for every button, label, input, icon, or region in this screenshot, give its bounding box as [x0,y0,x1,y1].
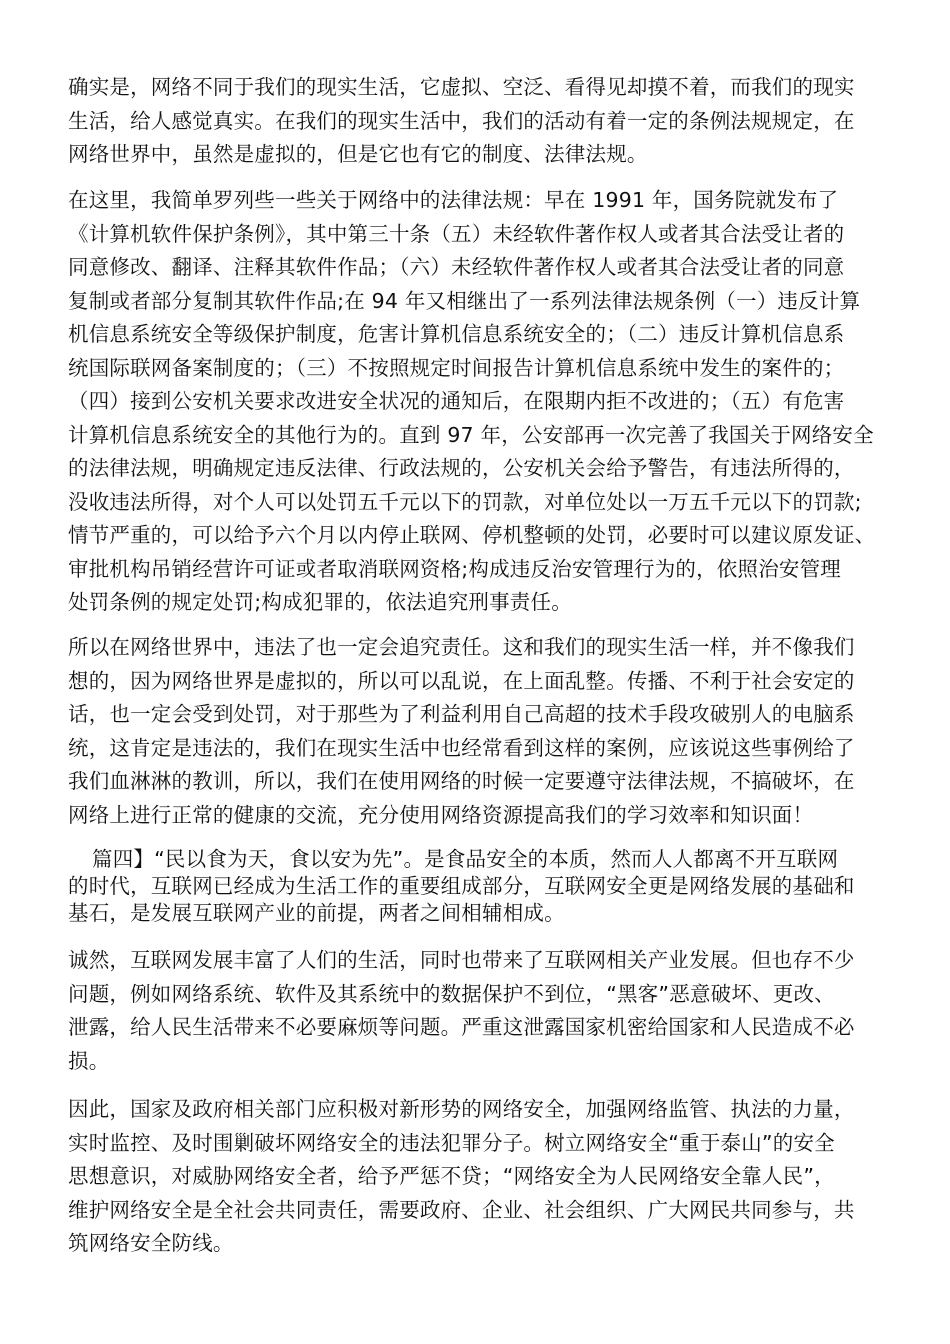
text-line: 基石，是发展互联网产业的前提，两者之间相辅相成。 [68,901,565,925]
text-line: 《计算机软件保护条例》，其中第三十条（五）未经软件著作权人或者其合法受让者的 [68,221,845,246]
text-line: 实时监控、及时围剿破坏网络安全的违法犯罪分子。树立网络安全“重于泰山”的安全 [68,1130,835,1155]
text-line: 同意修改、翻译、注释其软件作品；（六）未经软件著作权人或者其合法受让者的同意 [68,255,845,279]
text-line: 篇四】“民以食为天，食以安为先”。是食品安全的本质，然而人人都离不开互联网 [92,847,839,871]
text-line: 我们血淋淋的教训，所以，我们在使用网络的时候一定要遵守法律法规，不搞破坏，在 [68,769,855,793]
text-line: 确实是，网络不同于我们的现实生活，它虚拟、空泛、看得见却摸不着，而我们的现实 [68,75,855,99]
text-line: 的时代，互联网已经成为生活工作的重要组成部分，互联网安全更是网络发展的基础和 [68,874,855,898]
paragraph-5 [68,944,898,1078]
text-line: 处罚条例的规定处罚;构成犯罪的，依法追究刑事责任。 [68,590,572,614]
text-line: 话，也一定会受到处罚，对于那些为了利益利用自己高超的技术手段攻破别人的电脑系 [68,702,855,726]
paragraph-2 [68,184,898,620]
text-line: 机信息系统安全等级保护制度，危害计算机信息系统安全的；（二）违反计算机信息系 [68,322,845,346]
text-line: 想的，因为网络世界是虚拟的，所以可以乱说，在上面乱整。传播、不利于社会安定的 [68,668,855,693]
text-line: 思想意识，对威胁网络安全者，给予严惩不贷；“网络安全为人民网络安全靠人民”， [68,1164,835,1188]
paragraph-1 [68,71,898,172]
text-line: 筑网络安全防线。 [68,1231,234,1255]
paragraph-4 [68,846,898,927]
paragraph-3 [68,631,898,832]
text-line: 复制或者部分复制其软件作品;在 94 年又相继出了一系列法律法规条例（一）违反计算 [68,288,861,313]
text-line: 损。 [68,1048,110,1073]
text-line: 审批机构吊销经营许可证或者取消联网资格;构成违反治安管理行为的，依照治安管理 [68,556,842,581]
text-line: 泄露，给人民生活带来不必要麻烦等问题。严重这泄露国家机密给国家和人民造成不必 [68,1015,855,1039]
text-line: 情节严重的，可以给予六个月以内停止联网、停机整顿的处罚，必要时可以建议原发证、 [68,523,876,547]
text-line: 计算机信息系统安全的其他行为的。直到 97 年，公安部再一次完善了我国关于网络安全 [68,422,874,447]
paragraph-6 [68,1093,898,1261]
text-line: 诚然，互联网发展丰富了人们的生活，同时也带来了互联网相关产业发展。但也存不少 [68,948,855,972]
text-line: 网络世界中，虽然是虚拟的，但是它也有它的制度、法律法规。 [68,142,648,166]
text-line: 在这里，我简单罗列些一些关于网络中的法律法规：早在 1991 年，国务院就发布了 [68,188,839,212]
text-line: 网络上进行正常的健康的交流，充分使用网络资源提高我们的学习效率和知识面！ [68,802,814,827]
text-line: 因此，国家及政府相关部门应积极对新形势的网络安全，加强网络监管、执法的力量， [68,1097,855,1121]
text-line: （四）接到公安机关要求改进安全状况的通知后，在限期内拒不改进的；（五）有危害 [68,389,845,413]
text-line: 维护网络安全是全社会共同责任，需要政府、企业、社会组织、广大网民共同参与，共 [68,1197,855,1222]
text-line: 的法律法规，明确规定违反法律、行政法规的，公安机关会给予警告，有违法所得的， [68,456,855,480]
text-line: 统国际联网备案制度的；（三）不按照规定时间报告计算机信息系统中发生的案件的； [68,355,845,380]
text-line: 问题，例如网络系统、软件及其系统中的数据保护不到位，“黑客”恶意破坏、更改、 [68,981,835,1006]
text-line: 生活，给人感觉真实。在我们的现实生活中，我们的活动有着一定的条例法规规定，在 [68,108,855,133]
text-line: 所以在网络世界中，违法了也一定会追究责任。这和我们的现实生活一样，并不像我们 [68,635,855,659]
text-line: 统，这肯定是违法的，我们在现实生活中也经常看到这样的案例，应该说这些事例给了 [68,735,855,760]
text-line: 没收违法所得，对个人可以处罚五千元以下的罚款，对单位处以一万五千元以下的罚款; [68,489,862,514]
